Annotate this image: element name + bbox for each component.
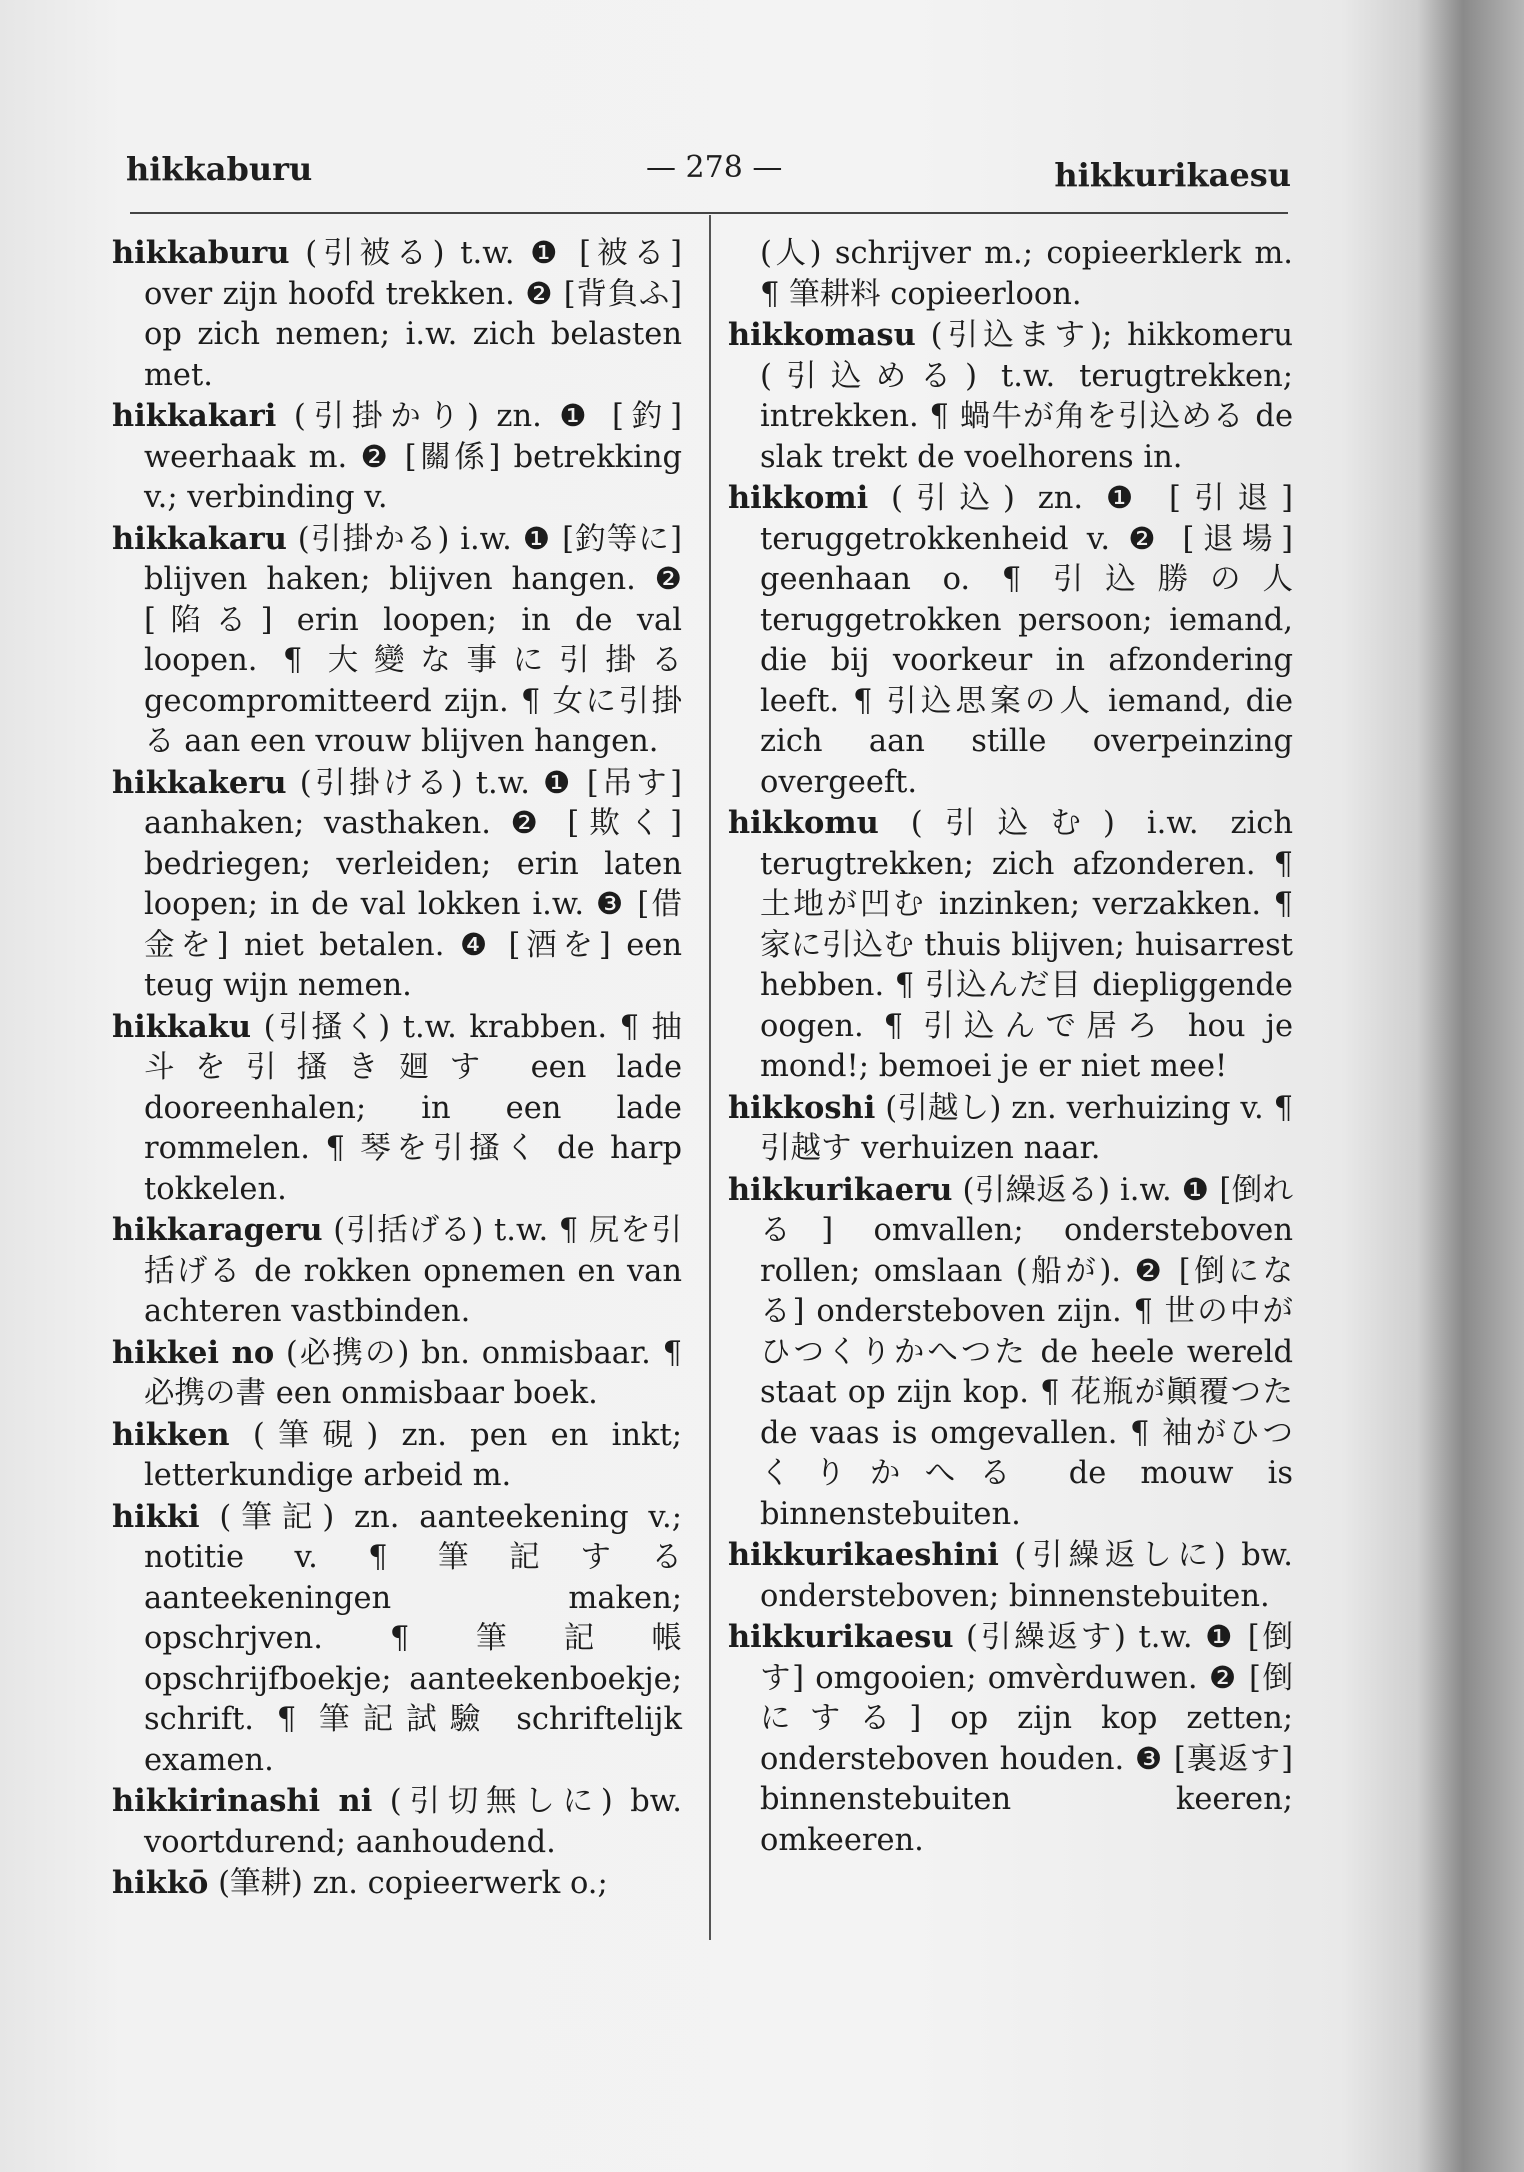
entry-body: (筆耕) zn. copieerwerk o.; xyxy=(208,1866,608,1901)
dictionary-entry xyxy=(112,396,682,519)
dictionary-entry xyxy=(728,803,1293,1088)
entry-headword: hikkaburu xyxy=(112,235,290,271)
entry-body: (引掛ける) t.w. ❶ [吊す] aanhaken; vasthaken. ❷ [欺く] bedriegen; verleiden; erin laten loopen; in de val lokken i.w. ❸ [借金を] niet betalen. ❹ [酒を] een teug wijn nemen. xyxy=(144,765,682,1003)
entry-body: (筆記) zn. aanteekening v.; notitie v. ¶ 筆記する aanteekeningen maken; opschrjven. ¶ 筆記帳 opschrijfboekje; aanteekenboekje; schrift. ¶ 筆記試驗 schriftelijk examen. xyxy=(144,1499,682,1778)
entry-headword: hikki xyxy=(112,1498,200,1535)
entry-headword: hikkei no xyxy=(112,1334,275,1371)
entry-body: (引込) zn. ❶ [引退] teruggetrokkenheid v. ❷ [退場] geenhaan o. ¶ 引込勝の人 teruggetrokken persoon; iemand, die bij voorkeur in afzondering leeft. ¶ 引込思案の人 iemand, die zich aan stille overpeinzing overgeeft. xyxy=(760,481,1293,800)
dictionary-entry xyxy=(112,1415,682,1497)
page-number: — 278 — xyxy=(646,150,783,185)
entry-body: (引切無しに) bw. voortdurend; aanhoudend. xyxy=(144,1784,682,1860)
dictionary-entry xyxy=(112,763,682,1007)
right-guide-word: hikkurikaesu xyxy=(1054,156,1291,194)
left-guide-word: hikkaburu xyxy=(126,150,313,188)
dictionary-entry xyxy=(112,519,682,763)
entry-body: (引括げる) t.w. ¶ 尻を引括げる de rokken opnemen en van achteren vastbinden. xyxy=(144,1213,682,1329)
left-column xyxy=(112,233,682,1905)
entry-headword: hikkomu xyxy=(728,805,879,841)
dictionary-entry-continuation xyxy=(728,233,1293,315)
entry-headword: hikkakaru xyxy=(112,520,287,557)
entry-headword: hikkirinashi ni xyxy=(112,1783,373,1819)
entry-body: (引被る) t.w. ❶ [被る] over zijn hoofd trekken. ❷ [背負ふ] op zich nemen; i.w. zich belasten met. xyxy=(144,236,682,393)
entry-body: (引繰返しに) bw. ondersteboven; binnenstebuiten. xyxy=(760,1538,1293,1614)
entry-body: (人) schrijver m.; copieerklerk m. ¶ 筆耕料 copieerloon. xyxy=(760,236,1293,312)
entry-body: (引搔く) t.w. krabben. ¶ 抽斗を引搔き廻す een lade dooreenhalen; in een lade rommelen. ¶ 琴を引搔く de harp tokkelen. xyxy=(144,1009,682,1207)
entry-body: (引越し) zn. verhuizing v. ¶ 引越す verhuizen naar. xyxy=(760,1090,1293,1166)
dictionary-entry xyxy=(112,1497,682,1782)
entry-headword: hikkarageru xyxy=(112,1212,323,1248)
entry-headword: hikkoshi xyxy=(728,1089,876,1126)
entry-headword: hikkaku xyxy=(112,1008,252,1045)
dictionary-entry xyxy=(112,1210,682,1333)
entry-body: (引込ます); hikkomeru (引込める) t.w. terugtrekken; intrekken. ¶ 蝸牛が角を引込める de slak trekt de voelhorens in. xyxy=(760,318,1293,475)
dictionary-entry xyxy=(728,315,1293,478)
entry-body: (筆硯) zn. pen en inkt; letterkundige arbeid m. xyxy=(144,1417,682,1493)
running-header xyxy=(126,150,1291,194)
entry-body: (必携の) bn. onmisbaar. ¶ 必携の書 een onmisbaar boek. xyxy=(144,1335,683,1411)
column-divider xyxy=(709,215,711,1940)
right-column xyxy=(728,233,1293,1861)
dictionary-entry xyxy=(728,1088,1293,1170)
entry-body: (引掛かり) zn. ❶ [釣] weerhaak m. ❷ [關係] betrekking v.; verbinding v. xyxy=(144,399,682,515)
dictionary-entry xyxy=(112,233,682,396)
dictionary-entry xyxy=(112,1333,682,1415)
dictionary-entry xyxy=(112,1863,682,1905)
entry-headword: hikkurikaesu xyxy=(728,1619,954,1655)
entry-headword: hikkurikaeshini xyxy=(728,1537,999,1573)
entry-body: (引繰返す) t.w. ❶ [倒す] omgooien; omvèrduwen. ❷ [倒にする] op zijn kop zetten; ondersteboven houden. ❸ [裏返す] binnenstebuiten keeren; omkeeren. xyxy=(760,1620,1293,1858)
entry-body: (引繰返る) i.w. ❶ [倒れる] omvallen; ondersteboven rollen; omslaan (船が). ❷ [倒になる] ondersteboven zijn. ¶ 世の中がひつくりかへつた de heele wereld staat op zijn kop. ¶ 花瓶が顚覆つた de vaas is omgevallen. ¶ 袖がひつくりかへる de mouw is binnenstebuiten. xyxy=(760,1172,1293,1532)
dictionary-entry xyxy=(112,1007,682,1211)
dictionary-entry xyxy=(112,1781,682,1863)
entry-headword: hikken xyxy=(112,1416,230,1453)
dictionary-entry xyxy=(728,1535,1293,1617)
dictionary-entry xyxy=(728,1170,1293,1536)
entry-headword: hikkurikaeru xyxy=(728,1171,953,1208)
entry-headword: hikkomasu xyxy=(728,317,916,353)
entry-headword: hikkakeru xyxy=(112,764,287,801)
entry-headword: hikkō xyxy=(112,1865,209,1901)
dictionary-entry xyxy=(728,478,1293,803)
header-rule xyxy=(130,212,1288,214)
entry-body: (引込む) i.w. zich terugtrekken; zich afzonderen. ¶ 土地が凹む inzinken; verzakken. ¶ 家に引込む thuis blijven; huisarrest hebben. ¶ 引込んだ目 diepliggende oogen. ¶ 引込んで居ろ hou je mond!; bemoei je er niet mee! xyxy=(760,806,1293,1084)
entry-headword: hikkomi xyxy=(728,480,869,516)
entry-headword: hikkakari xyxy=(112,398,277,434)
entry-body: (引掛かる) i.w. ❶ [釣等に] blijven haken; blijven hangen. ❷ [陷る] erin loopen; in de val loopen. ¶ 大變な事に引掛る gecompromitteerd zijn. ¶ 女に引掛る aan een vrouw blijven hangen. xyxy=(144,521,682,759)
dictionary-entry xyxy=(728,1617,1293,1861)
